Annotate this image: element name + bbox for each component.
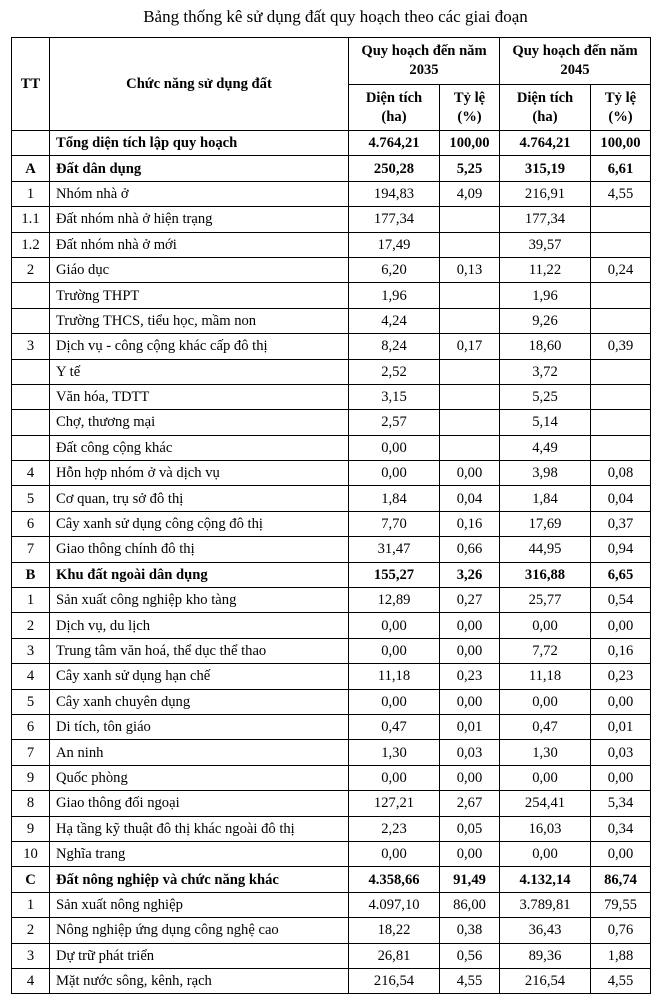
row-function-name: Nghĩa trang — [50, 841, 349, 866]
table-row — [12, 435, 651, 460]
row-area-2045: 1,84 — [500, 486, 591, 511]
row-ratio-2035: 0,00 — [440, 461, 500, 486]
row-tt: 7 — [12, 740, 50, 765]
row-ratio-2035: 0,00 — [440, 613, 500, 638]
table-row — [12, 334, 651, 359]
table-row — [12, 384, 651, 409]
row-function-name: Sản xuất nông nghiệp — [50, 892, 349, 917]
row-tt: 3 — [12, 943, 50, 968]
row-area-2035: 26,81 — [349, 943, 440, 968]
row-ratio-2045: 0,00 — [591, 689, 651, 714]
row-area-2045: 18,60 — [500, 334, 591, 359]
row-ratio-2045: 0,23 — [591, 664, 651, 689]
row-tt — [12, 359, 50, 384]
row-area-2035: 250,28 — [349, 156, 440, 181]
row-function-name: Dự trữ phát triển — [50, 943, 349, 968]
header-function: Chức năng sử dụng đất — [50, 38, 349, 131]
row-area-2045: 0,00 — [500, 765, 591, 790]
row-tt: 4 — [12, 968, 50, 993]
row-area-2045: 3.789,81 — [500, 892, 591, 917]
row-function-name: Mặt nước sông, kênh, rạch — [50, 968, 349, 993]
row-ratio-2035: 0,38 — [440, 918, 500, 943]
table-row — [12, 689, 651, 714]
row-area-2045: 216,54 — [500, 968, 591, 993]
row-ratio-2035: 91,49 — [440, 867, 500, 892]
row-area-2035: 1,30 — [349, 740, 440, 765]
row-area-2045: 11,22 — [500, 257, 591, 282]
row-function-name: Văn hóa, TDTT — [50, 384, 349, 409]
row-ratio-2045: 86,74 — [591, 867, 651, 892]
row-tt: B — [12, 562, 50, 587]
row-area-2045: 3,98 — [500, 461, 591, 486]
row-ratio-2035 — [440, 359, 500, 384]
row-tt: 8 — [12, 791, 50, 816]
row-area-2035: 7,70 — [349, 511, 440, 536]
table-row — [12, 257, 651, 282]
row-ratio-2035: 0,00 — [440, 841, 500, 866]
table-row — [12, 740, 651, 765]
header-ratio-2035: Tỷ lệ (%) — [440, 85, 500, 131]
row-tt: 4 — [12, 664, 50, 689]
row-tt: 1 — [12, 181, 50, 206]
row-function-name: Y tế — [50, 359, 349, 384]
row-ratio-2045: 0,08 — [591, 461, 651, 486]
row-area-2035: 4.097,10 — [349, 892, 440, 917]
row-ratio-2045: 5,34 — [591, 791, 651, 816]
row-area-2045: 89,36 — [500, 943, 591, 968]
row-tt — [12, 384, 50, 409]
row-ratio-2045: 6,61 — [591, 156, 651, 181]
row-ratio-2045: 0,00 — [591, 613, 651, 638]
row-function-name: Đất dân dụng — [50, 156, 349, 181]
row-function-name: Hỗn hợp nhóm ở và dịch vụ — [50, 461, 349, 486]
table-row — [12, 714, 651, 739]
row-area-2035: 216,54 — [349, 968, 440, 993]
row-ratio-2035 — [440, 232, 500, 257]
table-row — [12, 461, 651, 486]
table-row — [12, 562, 651, 587]
row-area-2035: 1,84 — [349, 486, 440, 511]
row-area-2035: 0,00 — [349, 689, 440, 714]
row-ratio-2045: 4,55 — [591, 181, 651, 206]
row-function-name: Đất nông nghiệp và chức năng khác — [50, 867, 349, 892]
row-ratio-2035: 0,27 — [440, 588, 500, 613]
row-tt — [12, 131, 50, 156]
row-area-2045: 5,14 — [500, 410, 591, 435]
row-area-2035: 17,49 — [349, 232, 440, 257]
row-ratio-2045: 0,37 — [591, 511, 651, 536]
row-function-name: Khu đất ngoài dân dụng — [50, 562, 349, 587]
row-ratio-2045: 0,00 — [591, 841, 651, 866]
row-tt: 2 — [12, 613, 50, 638]
row-area-2045: 4.764,21 — [500, 131, 591, 156]
row-ratio-2035: 0,05 — [440, 816, 500, 841]
table-row — [12, 918, 651, 943]
row-function-name: Tổng diện tích lập quy hoạch — [50, 131, 349, 156]
table-header — [12, 38, 651, 131]
row-area-2045: 177,34 — [500, 207, 591, 232]
table-title: Bảng thống kê sử dụng đất quy hoạch theo các giai đoạn — [143, 7, 528, 26]
table-row — [12, 486, 651, 511]
row-function-name: Quốc phòng — [50, 765, 349, 790]
row-ratio-2035: 2,67 — [440, 791, 500, 816]
row-area-2035: 0,00 — [349, 765, 440, 790]
row-function-name: Trung tâm văn hoá, thể dục thể thao — [50, 638, 349, 663]
row-function-name: Cây xanh sử dụng công cộng đô thị — [50, 511, 349, 536]
header-period-2045: Quy hoạch đến năm 2045 — [500, 38, 651, 85]
row-tt — [12, 308, 50, 333]
row-area-2035: 155,27 — [349, 562, 440, 587]
row-tt: 9 — [12, 765, 50, 790]
table-body — [12, 131, 651, 994]
table-row — [12, 410, 651, 435]
row-ratio-2045 — [591, 283, 651, 308]
row-ratio-2045: 1,88 — [591, 943, 651, 968]
table-row — [12, 892, 651, 917]
row-tt: A — [12, 156, 50, 181]
row-ratio-2045 — [591, 384, 651, 409]
row-area-2045: 315,19 — [500, 156, 591, 181]
row-tt: 1.2 — [12, 232, 50, 257]
row-function-name: Nông nghiệp ứng dụng công nghệ cao — [50, 918, 349, 943]
row-ratio-2035: 0,00 — [440, 638, 500, 663]
table-row — [12, 232, 651, 257]
row-ratio-2035 — [440, 410, 500, 435]
row-area-2045: 254,41 — [500, 791, 591, 816]
table-row — [12, 867, 651, 892]
row-ratio-2045: 0,34 — [591, 816, 651, 841]
row-area-2035: 2,57 — [349, 410, 440, 435]
row-ratio-2045 — [591, 207, 651, 232]
row-ratio-2035 — [440, 283, 500, 308]
row-area-2045: 17,69 — [500, 511, 591, 536]
row-tt: 6 — [12, 511, 50, 536]
header-period-2035: Quy hoạch đến năm 2035 — [349, 38, 500, 85]
row-area-2035: 11,18 — [349, 664, 440, 689]
row-ratio-2045: 0,03 — [591, 740, 651, 765]
row-area-2045: 0,00 — [500, 689, 591, 714]
row-tt: 1.1 — [12, 207, 50, 232]
row-area-2045: 0,00 — [500, 613, 591, 638]
row-area-2035: 177,34 — [349, 207, 440, 232]
row-ratio-2045 — [591, 410, 651, 435]
row-tt: 5 — [12, 689, 50, 714]
row-ratio-2045: 4,55 — [591, 968, 651, 993]
row-ratio-2035: 100,00 — [440, 131, 500, 156]
row-area-2035: 0,47 — [349, 714, 440, 739]
row-ratio-2045 — [591, 232, 651, 257]
row-area-2035: 194,83 — [349, 181, 440, 206]
row-ratio-2045 — [591, 308, 651, 333]
row-tt — [12, 283, 50, 308]
row-function-name: Cây xanh chuyên dụng — [50, 689, 349, 714]
row-function-name: Đất nhóm nhà ở mới — [50, 232, 349, 257]
row-area-2035: 8,24 — [349, 334, 440, 359]
row-area-2045: 16,03 — [500, 816, 591, 841]
row-ratio-2035: 0,00 — [440, 689, 500, 714]
table-row — [12, 511, 651, 536]
row-function-name: Dịch vụ, du lịch — [50, 613, 349, 638]
row-ratio-2045: 0,76 — [591, 918, 651, 943]
row-ratio-2045: 0,94 — [591, 537, 651, 562]
row-tt: 9 — [12, 816, 50, 841]
row-function-name: Sản xuất công nghiệp kho tàng — [50, 588, 349, 613]
row-function-name: Cây xanh sử dụng hạn chế — [50, 664, 349, 689]
header-area-2045: Diện tích (ha) — [500, 85, 591, 131]
header-ratio-2045: Tỷ lệ (%) — [591, 85, 651, 131]
row-area-2035: 4,24 — [349, 308, 440, 333]
row-area-2035: 0,00 — [349, 435, 440, 460]
row-area-2035: 0,00 — [349, 461, 440, 486]
row-function-name: An ninh — [50, 740, 349, 765]
row-ratio-2045: 0,39 — [591, 334, 651, 359]
row-ratio-2035: 4,09 — [440, 181, 500, 206]
table-row — [12, 841, 651, 866]
row-ratio-2035 — [440, 435, 500, 460]
row-ratio-2045: 0,01 — [591, 714, 651, 739]
table-row — [12, 131, 651, 156]
row-area-2035: 0,00 — [349, 638, 440, 663]
row-area-2045: 7,72 — [500, 638, 591, 663]
table-row — [12, 359, 651, 384]
row-ratio-2045: 0,00 — [591, 765, 651, 790]
row-ratio-2035: 0,04 — [440, 486, 500, 511]
row-area-2045: 5,25 — [500, 384, 591, 409]
row-area-2045: 216,91 — [500, 181, 591, 206]
row-area-2035: 3,15 — [349, 384, 440, 409]
row-tt: 10 — [12, 841, 50, 866]
table-row — [12, 638, 651, 663]
row-area-2035: 4.358,66 — [349, 867, 440, 892]
table-row — [12, 765, 651, 790]
row-function-name: Đất công cộng khác — [50, 435, 349, 460]
row-ratio-2045: 0,16 — [591, 638, 651, 663]
row-tt: C — [12, 867, 50, 892]
row-ratio-2035 — [440, 308, 500, 333]
row-area-2035: 4.764,21 — [349, 131, 440, 156]
table-row — [12, 968, 651, 993]
row-area-2035: 18,22 — [349, 918, 440, 943]
row-ratio-2045 — [591, 359, 651, 384]
row-ratio-2035 — [440, 384, 500, 409]
row-area-2045: 44,95 — [500, 537, 591, 562]
land-use-table — [11, 37, 651, 994]
row-area-2045: 11,18 — [500, 664, 591, 689]
row-area-2045: 4,49 — [500, 435, 591, 460]
row-area-2035: 2,52 — [349, 359, 440, 384]
row-ratio-2035: 86,00 — [440, 892, 500, 917]
row-area-2045: 4.132,14 — [500, 867, 591, 892]
row-ratio-2045: 0,04 — [591, 486, 651, 511]
row-function-name: Nhóm nhà ở — [50, 181, 349, 206]
table-row — [12, 816, 651, 841]
row-ratio-2045: 0,24 — [591, 257, 651, 282]
row-function-name: Trường THPT — [50, 283, 349, 308]
table-row — [12, 181, 651, 206]
row-ratio-2035: 3,26 — [440, 562, 500, 587]
row-area-2045: 9,26 — [500, 308, 591, 333]
row-area-2035: 127,21 — [349, 791, 440, 816]
row-function-name: Di tích, tôn giáo — [50, 714, 349, 739]
row-ratio-2035: 4,55 — [440, 968, 500, 993]
row-area-2035: 0,00 — [349, 841, 440, 866]
row-area-2045: 36,43 — [500, 918, 591, 943]
table-row — [12, 943, 651, 968]
table-row — [12, 588, 651, 613]
row-area-2045: 3,72 — [500, 359, 591, 384]
row-ratio-2045 — [591, 435, 651, 460]
table-row — [12, 664, 651, 689]
row-ratio-2045: 100,00 — [591, 131, 651, 156]
row-function-name: Giao thông chính đô thị — [50, 537, 349, 562]
row-ratio-2035: 5,25 — [440, 156, 500, 181]
row-ratio-2045: 0,54 — [591, 588, 651, 613]
row-function-name: Giao thông đối ngoại — [50, 791, 349, 816]
row-ratio-2035: 0,23 — [440, 664, 500, 689]
row-tt — [12, 435, 50, 460]
row-tt: 3 — [12, 638, 50, 663]
row-ratio-2035 — [440, 207, 500, 232]
row-ratio-2035: 0,17 — [440, 334, 500, 359]
table-row — [12, 791, 651, 816]
row-function-name: Dịch vụ - công cộng khác cấp đô thị — [50, 334, 349, 359]
row-ratio-2035: 0,00 — [440, 765, 500, 790]
row-function-name: Cơ quan, trụ sở đô thị — [50, 486, 349, 511]
table-row — [12, 207, 651, 232]
table-row — [12, 537, 651, 562]
table-row — [12, 613, 651, 638]
row-ratio-2045: 6,65 — [591, 562, 651, 587]
row-ratio-2045: 79,55 — [591, 892, 651, 917]
row-area-2035: 1,96 — [349, 283, 440, 308]
table-row — [12, 283, 651, 308]
row-ratio-2035: 0,01 — [440, 714, 500, 739]
table-row — [12, 308, 651, 333]
row-tt: 6 — [12, 714, 50, 739]
row-tt: 2 — [12, 918, 50, 943]
row-function-name: Hạ tầng kỹ thuật đô thị khác ngoài đô thị — [50, 816, 349, 841]
row-area-2035: 6,20 — [349, 257, 440, 282]
row-tt: 5 — [12, 486, 50, 511]
row-area-2045: 316,88 — [500, 562, 591, 587]
row-area-2035: 0,00 — [349, 613, 440, 638]
row-tt: 2 — [12, 257, 50, 282]
row-function-name: Chợ, thương mại — [50, 410, 349, 435]
table-row — [12, 156, 651, 181]
row-ratio-2035: 0,03 — [440, 740, 500, 765]
row-tt: 7 — [12, 537, 50, 562]
row-area-2035: 2,23 — [349, 816, 440, 841]
row-ratio-2035: 0,16 — [440, 511, 500, 536]
row-area-2035: 12,89 — [349, 588, 440, 613]
row-function-name: Giáo dục — [50, 257, 349, 282]
row-area-2045: 0,47 — [500, 714, 591, 739]
row-area-2045: 1,30 — [500, 740, 591, 765]
row-area-2035: 31,47 — [349, 537, 440, 562]
row-tt — [12, 410, 50, 435]
row-area-2045: 1,96 — [500, 283, 591, 308]
row-area-2045: 39,57 — [500, 232, 591, 257]
row-ratio-2035: 0,66 — [440, 537, 500, 562]
row-ratio-2035: 0,13 — [440, 257, 500, 282]
row-tt: 3 — [12, 334, 50, 359]
header-tt: TT — [12, 38, 50, 131]
row-function-name: Đất nhóm nhà ở hiện trạng — [50, 207, 349, 232]
row-function-name: Trường THCS, tiểu học, mầm non — [50, 308, 349, 333]
row-area-2045: 25,77 — [500, 588, 591, 613]
row-tt: 1 — [12, 588, 50, 613]
row-tt: 1 — [12, 892, 50, 917]
row-area-2045: 0,00 — [500, 841, 591, 866]
row-ratio-2035: 0,56 — [440, 943, 500, 968]
row-tt: 4 — [12, 461, 50, 486]
header-area-2035: Diện tích (ha) — [349, 85, 440, 131]
